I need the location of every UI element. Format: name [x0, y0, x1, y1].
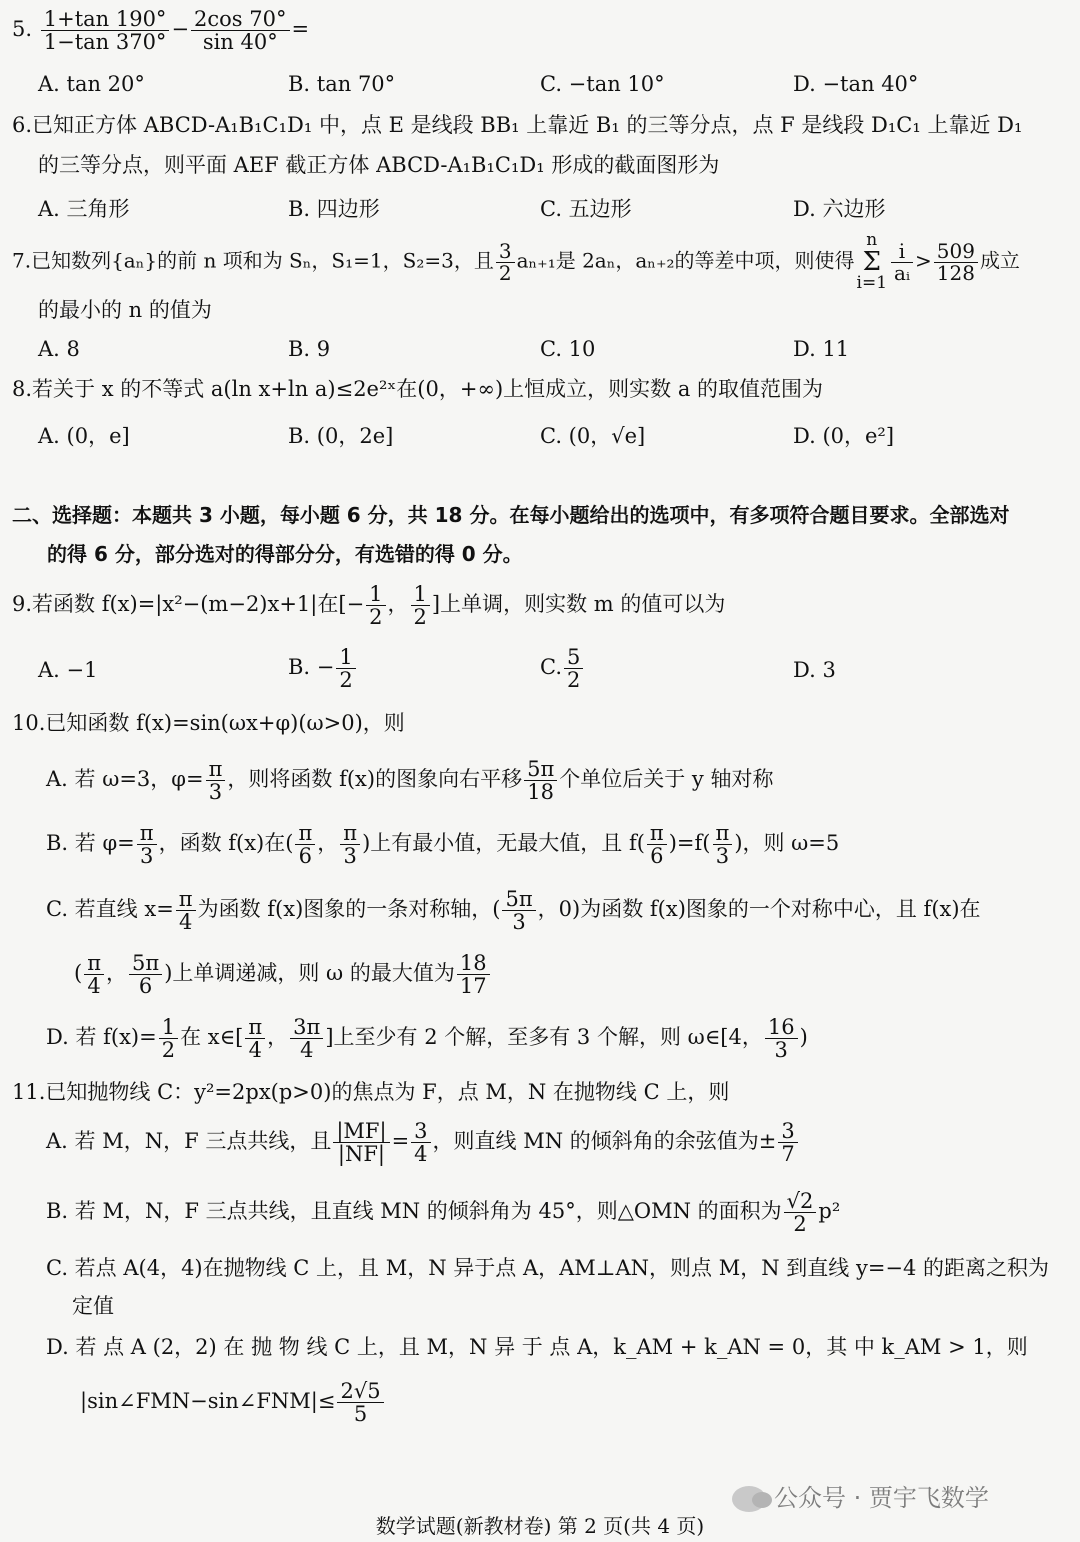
text: ，则直线 MN 的倾斜角的余弦值为±	[432, 1129, 777, 1154]
fraction-num: 1	[159, 1016, 178, 1039]
fraction-num: π	[176, 888, 196, 911]
q8-option-b: B. (0，2e]	[288, 424, 394, 448]
text: C. 若直线 x=	[46, 897, 174, 922]
section-2-heading: 二、选择题：本题共 3 小题，每小题 6 分，共 18 分。在每小题给出的选项中，有多项符合题目要求。全部选对	[12, 503, 1010, 527]
q10-stem: 10.已知函数 f(x)=sin(ωx+φ)(ω>0)，则	[12, 711, 405, 735]
q8-options	[0, 420, 1080, 460]
q11-option-d-line-2	[80, 1380, 386, 1425]
fraction-den: 4	[414, 1142, 428, 1167]
fraction-den: |NF|	[337, 1142, 385, 1167]
text: ，函数 f(x)在(	[158, 831, 294, 856]
text: ，	[317, 831, 339, 856]
fraction-den: 2	[369, 605, 383, 630]
fraction-den: 7	[781, 1142, 795, 1167]
q11-stem: 11.已知抛物线 C：y²=2px(p>0)的焦点为 F，点 M，N 在抛物线 C 上，则	[12, 1080, 730, 1104]
fraction-num: i	[891, 241, 913, 263]
q6-option-c: C. 五边形	[540, 197, 632, 221]
watermark	[732, 1478, 989, 1513]
q10-option-c	[46, 888, 981, 933]
fraction-den: 2	[498, 260, 512, 285]
fraction-num: 18	[457, 952, 490, 975]
text: A. 若 ω=3，φ=	[46, 767, 204, 792]
text: 在 x∈[	[180, 1025, 244, 1050]
fraction-den: 2	[567, 668, 581, 693]
fraction-num: 3	[496, 241, 515, 263]
q6-line-1: 6.已知正方体 ABCD-A₁B₁C₁D₁ 中，点 E 是线段 BB₁ 上靠近 B₁ 的三等分点，点 F 是线段 D₁C₁ 上靠近 D₁	[12, 113, 1023, 137]
q7-text-2: aₙ₊₁是 2aₙ，aₙ₊₂的等差中项，则使得	[516, 248, 855, 273]
fraction-den: 3	[139, 844, 154, 869]
fraction-num: 1	[411, 583, 430, 606]
q8-option-c: C. (0，√e]	[540, 424, 646, 448]
q11-option-c-line-2: 定值	[72, 1294, 114, 1318]
q5-options	[0, 72, 1080, 112]
text: D. 若 f(x)=	[46, 1025, 157, 1050]
q5-fraction-2	[191, 8, 289, 53]
fraction-num: π	[295, 822, 315, 845]
fraction-num: π	[84, 952, 104, 975]
q10-option-b	[46, 822, 839, 867]
fraction-num: 3π	[290, 1016, 323, 1039]
fraction-den: sin 40°	[202, 30, 278, 55]
q6-line-2: 的三等分点，则平面 AEF 截正方体 ABCD-A₁B₁C₁D₁ 形成的截面图形为	[38, 153, 720, 177]
q6-option-d: D. 六边形	[793, 197, 886, 221]
fraction-num: √2	[784, 1190, 817, 1213]
fraction-den: 3	[512, 910, 526, 935]
fraction-den: 2	[161, 1038, 176, 1063]
q9-option-b-label: B. −	[288, 655, 335, 680]
fraction-den: aᵢ	[894, 260, 910, 285]
q5-option-c: C. −tan 10°	[540, 72, 665, 96]
fraction-den: 3	[715, 844, 730, 869]
fraction-num: 5π	[524, 758, 557, 781]
sum-lower: i=1	[856, 273, 888, 293]
watermark-text: 公众号 · 贾宇飞数学	[774, 1484, 989, 1512]
q9-text-2: ]上单调，则实数 m 的值可以为	[431, 592, 726, 617]
q11-option-b	[46, 1190, 840, 1235]
fraction-den: 6	[138, 974, 153, 999]
fraction-num: 3	[778, 1120, 797, 1143]
text: ，则将函数 f(x)的图象向右平移	[227, 767, 523, 792]
fraction-den: 2	[793, 1212, 807, 1237]
comma: ，	[387, 592, 409, 617]
fraction-num: 1	[336, 646, 355, 669]
fraction-num: 5π	[502, 888, 535, 911]
fraction-den: 6	[650, 844, 664, 869]
text: )，则 ω=5	[734, 831, 840, 856]
section-2-heading-line-2: 的得 6 分，部分选对的得部分分，有选错的得 0 分。	[47, 542, 523, 566]
text: )上有最小值，无最大值，且 f(	[362, 831, 645, 856]
q5-stem	[12, 8, 309, 53]
q6-options	[0, 193, 1080, 233]
q7-text-1: 7.已知数列{aₙ}的前 n 项和为 Sₙ，S₁=1，S₂=3，且	[12, 248, 494, 273]
text: B. 若 φ=	[46, 831, 135, 856]
q9-stem	[12, 583, 725, 628]
q7-line-2: 的最小的 n 的值为	[38, 298, 212, 322]
fraction-den: 4	[179, 910, 193, 935]
fraction-num: π	[647, 822, 667, 845]
q7-option-a: A. 8	[38, 337, 80, 361]
q10-option-c-line-2	[74, 952, 492, 997]
fraction-den: 2	[413, 605, 427, 630]
fraction-num: π	[340, 822, 360, 845]
q11-option-c: C. 若点 A(4，4)在抛物线 C 上，且 M，N 异于点 A，AM⊥AN，则点 M，N 到直线 y=−4 的距离之积为	[46, 1256, 1050, 1280]
fraction-den: 4	[300, 1038, 314, 1063]
fraction-num: |MF|	[333, 1120, 389, 1143]
page-footer: 数学试题(新教材卷) 第 2 页(共 4 页)	[375, 1514, 705, 1538]
fraction-num: 2cos 70°	[191, 8, 289, 31]
fraction-num: π	[137, 822, 157, 845]
q9-fraction-1	[366, 583, 385, 628]
q7-options	[0, 337, 1080, 377]
text: =	[391, 1129, 410, 1154]
fraction-num: 5π	[129, 952, 162, 975]
q9-option-c	[540, 646, 585, 691]
fraction-num: π	[245, 1016, 265, 1039]
q7-summation	[857, 232, 888, 292]
fraction-num: 16	[765, 1016, 798, 1039]
q6-option-b: B. 四边形	[288, 197, 380, 221]
q8-line-1: 8.若关于 x 的不等式 a(ln x+ln a)≤2e²ˣ在(0，+∞)上恒成立，则实数 a 的取值范围为	[12, 377, 824, 401]
fraction-num: π	[206, 758, 226, 781]
text: p²	[818, 1199, 841, 1224]
fraction-den: 4	[87, 974, 101, 999]
greater-than: >	[914, 248, 932, 273]
wechat-icon	[732, 1486, 766, 1512]
q5-fraction-1	[41, 8, 170, 53]
q9-option-b	[288, 646, 358, 691]
fraction-den: 128	[936, 260, 975, 285]
q5-option-d: D. −tan 40°	[793, 72, 919, 96]
fraction-den: 1−tan 370°	[43, 30, 167, 55]
fraction-den: 6	[298, 844, 313, 869]
q11-option-d: D. 若 点 A (2，2) 在 抛 物 线 C 上，且 M，N 异 于 点 A，k_AM + k_AN = 0，其 中 k_AM > 1，则	[46, 1335, 1028, 1359]
fraction-den: 2	[339, 668, 353, 693]
fraction-den: 4	[248, 1038, 262, 1063]
q7-option-c: C. 10	[540, 337, 596, 361]
q7-fraction-1	[496, 238, 515, 285]
q9-fraction-2	[411, 583, 430, 628]
text: 为函数 f(x)图象的一条对称轴，(	[197, 897, 501, 922]
fraction-den: 17	[459, 974, 487, 999]
q10-option-a	[46, 758, 773, 803]
q10-option-d	[46, 1016, 808, 1061]
text: )上单调递减，则 ω 的最大值为	[164, 961, 455, 986]
q7-option-d: D. 11	[793, 337, 850, 361]
text: B. 若 M，N，F 三点共线，且直线 MN 的倾斜角为 45°，则△OMN 的面积为	[46, 1199, 782, 1224]
q7-fraction-2	[891, 238, 913, 285]
text: A. 若 M，N，F 三点共线，且	[46, 1129, 332, 1154]
fraction-num: 2√5	[337, 1380, 383, 1403]
text: ]上至少有 2 个解，至多有 3 个解，则 ω∈[4，	[325, 1025, 763, 1050]
text: 个单位后关于 y 轴对称	[559, 767, 774, 792]
text: (	[74, 961, 83, 986]
q8-option-d: D. (0，e²]	[793, 424, 895, 448]
q9-option-d: D. 3	[793, 658, 836, 682]
fraction-num: 1	[366, 583, 385, 606]
fraction-num: 3	[411, 1120, 430, 1143]
q5-option-a: A. tan 20°	[38, 72, 145, 96]
sum-symbol: Σ	[862, 247, 881, 277]
q7-fraction-3	[934, 238, 978, 285]
text: )	[799, 1025, 808, 1050]
q7-stem	[12, 232, 1020, 292]
fraction-num: 5	[564, 646, 583, 669]
q8-option-a: A. (0，e]	[38, 424, 130, 448]
equals-sign: =	[291, 17, 310, 42]
q9-options	[0, 646, 1080, 698]
q5-option-b: B. tan 70°	[288, 72, 396, 96]
sum-upper: n	[866, 230, 878, 250]
q7-option-b: B. 9	[288, 337, 331, 361]
text: )=f(	[668, 831, 711, 856]
text: ，0)为函数 f(x)图象的一个对称中心，且 f(x)在	[537, 897, 981, 922]
text: ，	[267, 1025, 289, 1050]
q9-option-c-label: C.	[540, 655, 562, 680]
q5-number: 5.	[12, 17, 33, 42]
fraction-den: 3	[774, 1038, 788, 1063]
minus-sign: −	[171, 17, 190, 42]
fraction-den: 5	[353, 1402, 368, 1427]
text: ，	[106, 961, 128, 986]
q9-text-1: 9.若函数 f(x)=|x²−(m−2)x+1|在[−	[12, 592, 365, 617]
fraction-den: 18	[527, 780, 555, 805]
q7-text-3: 成立	[979, 248, 1020, 273]
q6-option-a: A. 三角形	[38, 197, 130, 221]
fraction-den: 3	[343, 844, 357, 869]
text: |sin∠FMN−sin∠FNM|≤	[80, 1389, 336, 1414]
q9-option-a: A. −1	[38, 658, 98, 682]
fraction-num: 1+tan 190°	[41, 8, 170, 31]
q11-option-a	[46, 1120, 800, 1165]
fraction-num: π	[713, 822, 733, 845]
fraction-num: 509	[934, 241, 978, 263]
fraction-den: 3	[208, 780, 223, 805]
